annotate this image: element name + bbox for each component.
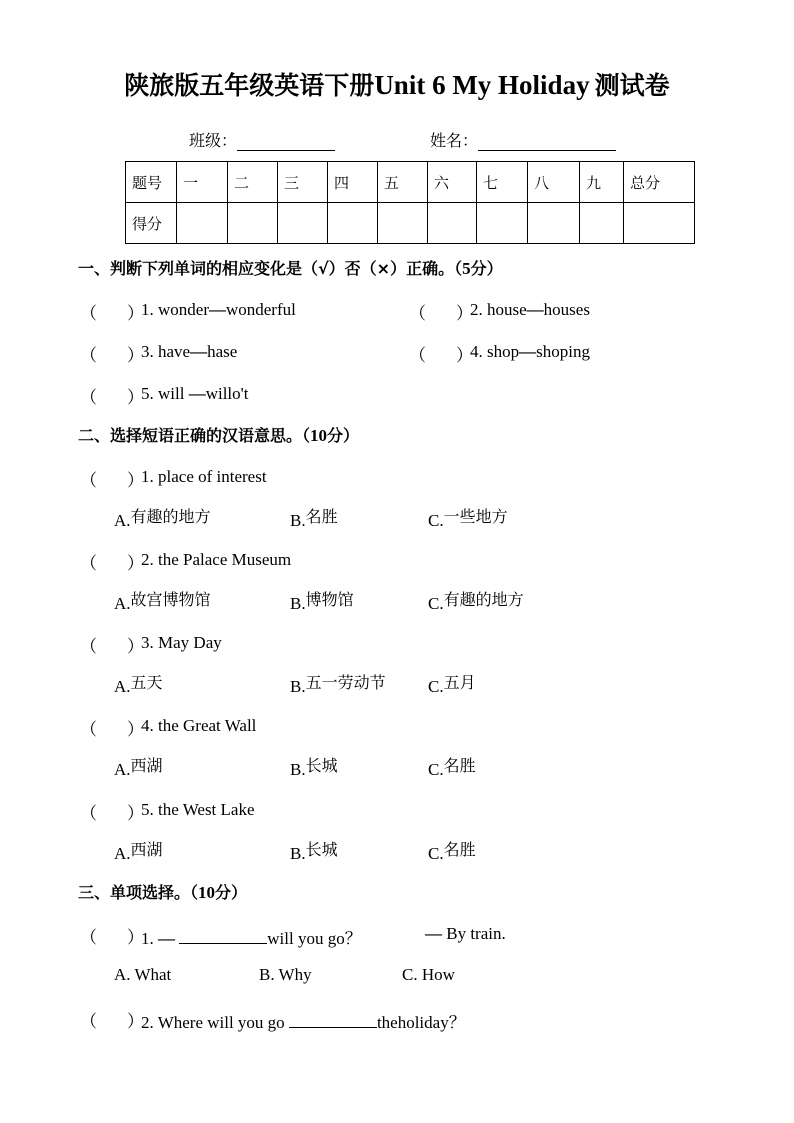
option-b[interactable] xyxy=(290,587,354,613)
word-changed: wonderful xyxy=(225,300,296,319)
option-letter: C. xyxy=(428,594,444,613)
question-text: 1. place of interest xyxy=(141,467,267,486)
class-blank[interactable] xyxy=(237,132,335,151)
table-cell: 得分 xyxy=(126,203,177,244)
word-changed: hase xyxy=(207,342,238,361)
answer-paren-close: ） xyxy=(127,388,144,407)
title-english: Unit 6 My Holiday xyxy=(374,70,590,100)
answer-paren-close: ） xyxy=(127,471,144,490)
option-letter: A. xyxy=(114,677,131,696)
word-changed: willo't xyxy=(205,384,249,403)
answer-paren-open[interactable]: （ xyxy=(80,304,97,323)
question-text: 4. the Great Wall xyxy=(141,716,257,735)
score-cell[interactable] xyxy=(428,203,477,244)
option-a[interactable] xyxy=(114,670,163,696)
option-text: 名胜 xyxy=(443,756,476,775)
answer-paren-close: ） xyxy=(456,346,473,365)
score-cell[interactable] xyxy=(477,203,528,244)
option-text: 五一劳动节 xyxy=(305,673,386,692)
score-header-row xyxy=(126,162,695,203)
option-text: 故宫博物馆 xyxy=(130,590,211,609)
word-pair-item xyxy=(470,300,590,320)
question-text: 5. the West Lake xyxy=(141,800,255,819)
dash-separator: — xyxy=(188,384,206,403)
table-cell: 一 xyxy=(177,162,228,203)
word-original: wonder xyxy=(158,300,209,319)
dash-separator: — xyxy=(519,342,537,361)
dialogue-dash: — xyxy=(158,929,175,948)
item-number: 1. xyxy=(141,929,158,948)
word-original: have xyxy=(158,342,191,361)
class-field xyxy=(189,128,335,151)
option-a[interactable] xyxy=(114,587,211,613)
answer-paren-close: ） xyxy=(127,637,144,656)
item-number: 1. xyxy=(141,300,158,319)
section-title-text: 一、判断下列单词的相应变化是（√）否（×）正确。（ xyxy=(78,259,463,278)
answer-text: By train. xyxy=(442,924,506,943)
section-title-text: 三、单项选择。（ xyxy=(78,883,199,902)
option-text: 一些地方 xyxy=(443,507,508,526)
option-b[interactable] xyxy=(290,504,338,530)
item-number: 5. xyxy=(141,384,158,403)
title-suffix: 测试卷 xyxy=(594,71,670,100)
page-title xyxy=(0,66,794,102)
section-3-title xyxy=(78,880,247,903)
question-text xyxy=(141,924,362,949)
table-cell: 三 xyxy=(278,162,328,203)
section-2-title xyxy=(78,423,359,446)
score-value-row xyxy=(126,203,695,244)
question-tail: theholiday？ xyxy=(376,1013,466,1032)
answer-paren-open[interactable]: （ xyxy=(80,388,97,407)
option-letter: A. xyxy=(114,511,131,530)
option-c[interactable] xyxy=(428,837,476,863)
table-cell: 题号 xyxy=(126,162,177,203)
class-label: 班级： xyxy=(189,131,238,150)
option-text: 名胜 xyxy=(443,840,476,859)
option-text: 博物馆 xyxy=(305,590,354,609)
option-c[interactable] xyxy=(428,670,476,696)
fill-blank[interactable] xyxy=(179,928,267,944)
option-c[interactable] xyxy=(428,504,508,530)
option-letter: B. xyxy=(290,844,306,863)
score-cell[interactable] xyxy=(278,203,328,244)
option-a[interactable] xyxy=(114,837,163,863)
option-c[interactable] xyxy=(428,587,524,613)
option-text: 西湖 xyxy=(130,756,163,775)
answer-paren-close: ） xyxy=(127,1012,144,1031)
word-pair-item xyxy=(141,342,237,362)
fill-blank[interactable] xyxy=(289,1012,377,1028)
table-cell: 五 xyxy=(378,162,428,203)
answer-paren-close: ） xyxy=(127,554,144,573)
dash-separator: — xyxy=(526,300,544,319)
option-letter: B. xyxy=(290,511,306,530)
option-letter: A. xyxy=(114,844,131,863)
option-text: 长城 xyxy=(305,840,338,859)
option-a[interactable]: A. What xyxy=(114,965,172,984)
option-c[interactable] xyxy=(428,753,476,779)
answer-paren-open[interactable]: （ xyxy=(80,637,97,656)
score-cell[interactable] xyxy=(624,203,695,244)
answer-paren-open[interactable]: （ xyxy=(409,304,426,323)
option-text: 西湖 xyxy=(130,840,163,859)
answer-paren-close: ） xyxy=(127,720,144,739)
answer-paren-open[interactable]: （ xyxy=(80,928,97,947)
score-table xyxy=(125,161,695,244)
option-letter: C. xyxy=(428,844,444,863)
table-cell: 七 xyxy=(477,162,528,203)
section-title-text: 二、选择短语正确的汉语意思。（ xyxy=(78,426,311,445)
option-b[interactable]: B. Why xyxy=(259,965,312,984)
question-text: 2. the Palace Museum xyxy=(141,550,292,569)
table-cell: 六 xyxy=(428,162,477,203)
option-letter: A. xyxy=(114,760,131,779)
score-cell[interactable] xyxy=(580,203,624,244)
table-cell: 八 xyxy=(528,162,580,203)
answer-paren-open[interactable]: （ xyxy=(80,720,97,739)
option-text: 五天 xyxy=(130,673,163,692)
option-a[interactable] xyxy=(114,504,211,530)
option-b[interactable] xyxy=(290,753,338,779)
score-cell[interactable] xyxy=(177,203,228,244)
option-letter: C. xyxy=(428,760,444,779)
answer-paren-close: ） xyxy=(456,304,473,323)
question-text: 3. May Day xyxy=(141,633,222,652)
table-cell: 总分 xyxy=(624,162,695,203)
name-blank[interactable] xyxy=(478,132,616,151)
section-points: 10 xyxy=(198,883,216,902)
section-points: 10 xyxy=(310,426,328,445)
dash-separator: — xyxy=(208,300,226,319)
option-b[interactable] xyxy=(290,670,386,696)
answer-paren-close: ） xyxy=(127,928,144,947)
answer-paren-open[interactable]: （ xyxy=(80,346,97,365)
answer-paren-open[interactable]: （ xyxy=(80,554,97,573)
word-pair-item xyxy=(141,384,248,404)
score-cell[interactable] xyxy=(378,203,428,244)
name-field xyxy=(430,128,616,151)
answer-paren-close: ） xyxy=(127,804,144,823)
option-letter: B. xyxy=(290,677,306,696)
option-letter: A. xyxy=(114,594,131,613)
word-original: house xyxy=(487,300,527,319)
dash-separator: — xyxy=(190,342,208,361)
option-a[interactable] xyxy=(114,753,163,779)
question-tail: will you go？ xyxy=(267,929,362,948)
section-points-suffix: 分） xyxy=(215,883,248,902)
section-points-suffix: 分） xyxy=(327,426,360,445)
item-number: 2. xyxy=(470,300,487,319)
option-text: 五月 xyxy=(443,673,476,692)
word-changed: houses xyxy=(543,300,590,319)
option-c[interactable]: C. How xyxy=(402,965,455,984)
title-chinese: 陕旅版五年级英语下册 xyxy=(124,71,375,100)
answer-line xyxy=(425,924,506,944)
question-head: 2. Where will you go xyxy=(141,1013,289,1032)
answer-paren-open[interactable]: （ xyxy=(80,471,97,490)
option-text: 长城 xyxy=(305,756,338,775)
word-original: shop xyxy=(487,342,520,361)
answer-paren-close: ） xyxy=(127,346,144,365)
answer-paren-close: ） xyxy=(127,304,144,323)
option-letter: B. xyxy=(290,760,306,779)
word-original: will xyxy=(158,384,189,403)
section-1-title xyxy=(78,256,503,279)
answer-paren-open[interactable]: （ xyxy=(409,346,426,365)
item-number: 4. xyxy=(470,342,487,361)
section-points-suffix: 分） xyxy=(470,259,503,278)
question-text xyxy=(141,1008,466,1033)
option-text: 名胜 xyxy=(305,507,338,526)
option-text: 有趣的地方 xyxy=(130,507,211,526)
option-text: 有趣的地方 xyxy=(443,590,524,609)
dialogue-dash: — xyxy=(425,924,442,943)
item-number: 3. xyxy=(141,342,158,361)
option-letter: C. xyxy=(428,511,444,530)
section-points: 5 xyxy=(462,259,471,278)
table-cell: 九 xyxy=(580,162,624,203)
table-cell: 二 xyxy=(228,162,278,203)
answer-paren-open[interactable]: （ xyxy=(80,1012,97,1031)
word-pair-item xyxy=(141,300,296,320)
table-cell: 四 xyxy=(328,162,378,203)
word-pair-item xyxy=(470,342,590,362)
option-letter: B. xyxy=(290,594,306,613)
word-changed: shoping xyxy=(536,342,590,361)
answer-paren-open[interactable]: （ xyxy=(80,804,97,823)
option-b[interactable] xyxy=(290,837,338,863)
name-label: 姓名： xyxy=(430,131,479,150)
score-cell[interactable] xyxy=(528,203,580,244)
option-letter: C. xyxy=(428,677,444,696)
score-cell[interactable] xyxy=(228,203,278,244)
score-cell[interactable] xyxy=(328,203,378,244)
